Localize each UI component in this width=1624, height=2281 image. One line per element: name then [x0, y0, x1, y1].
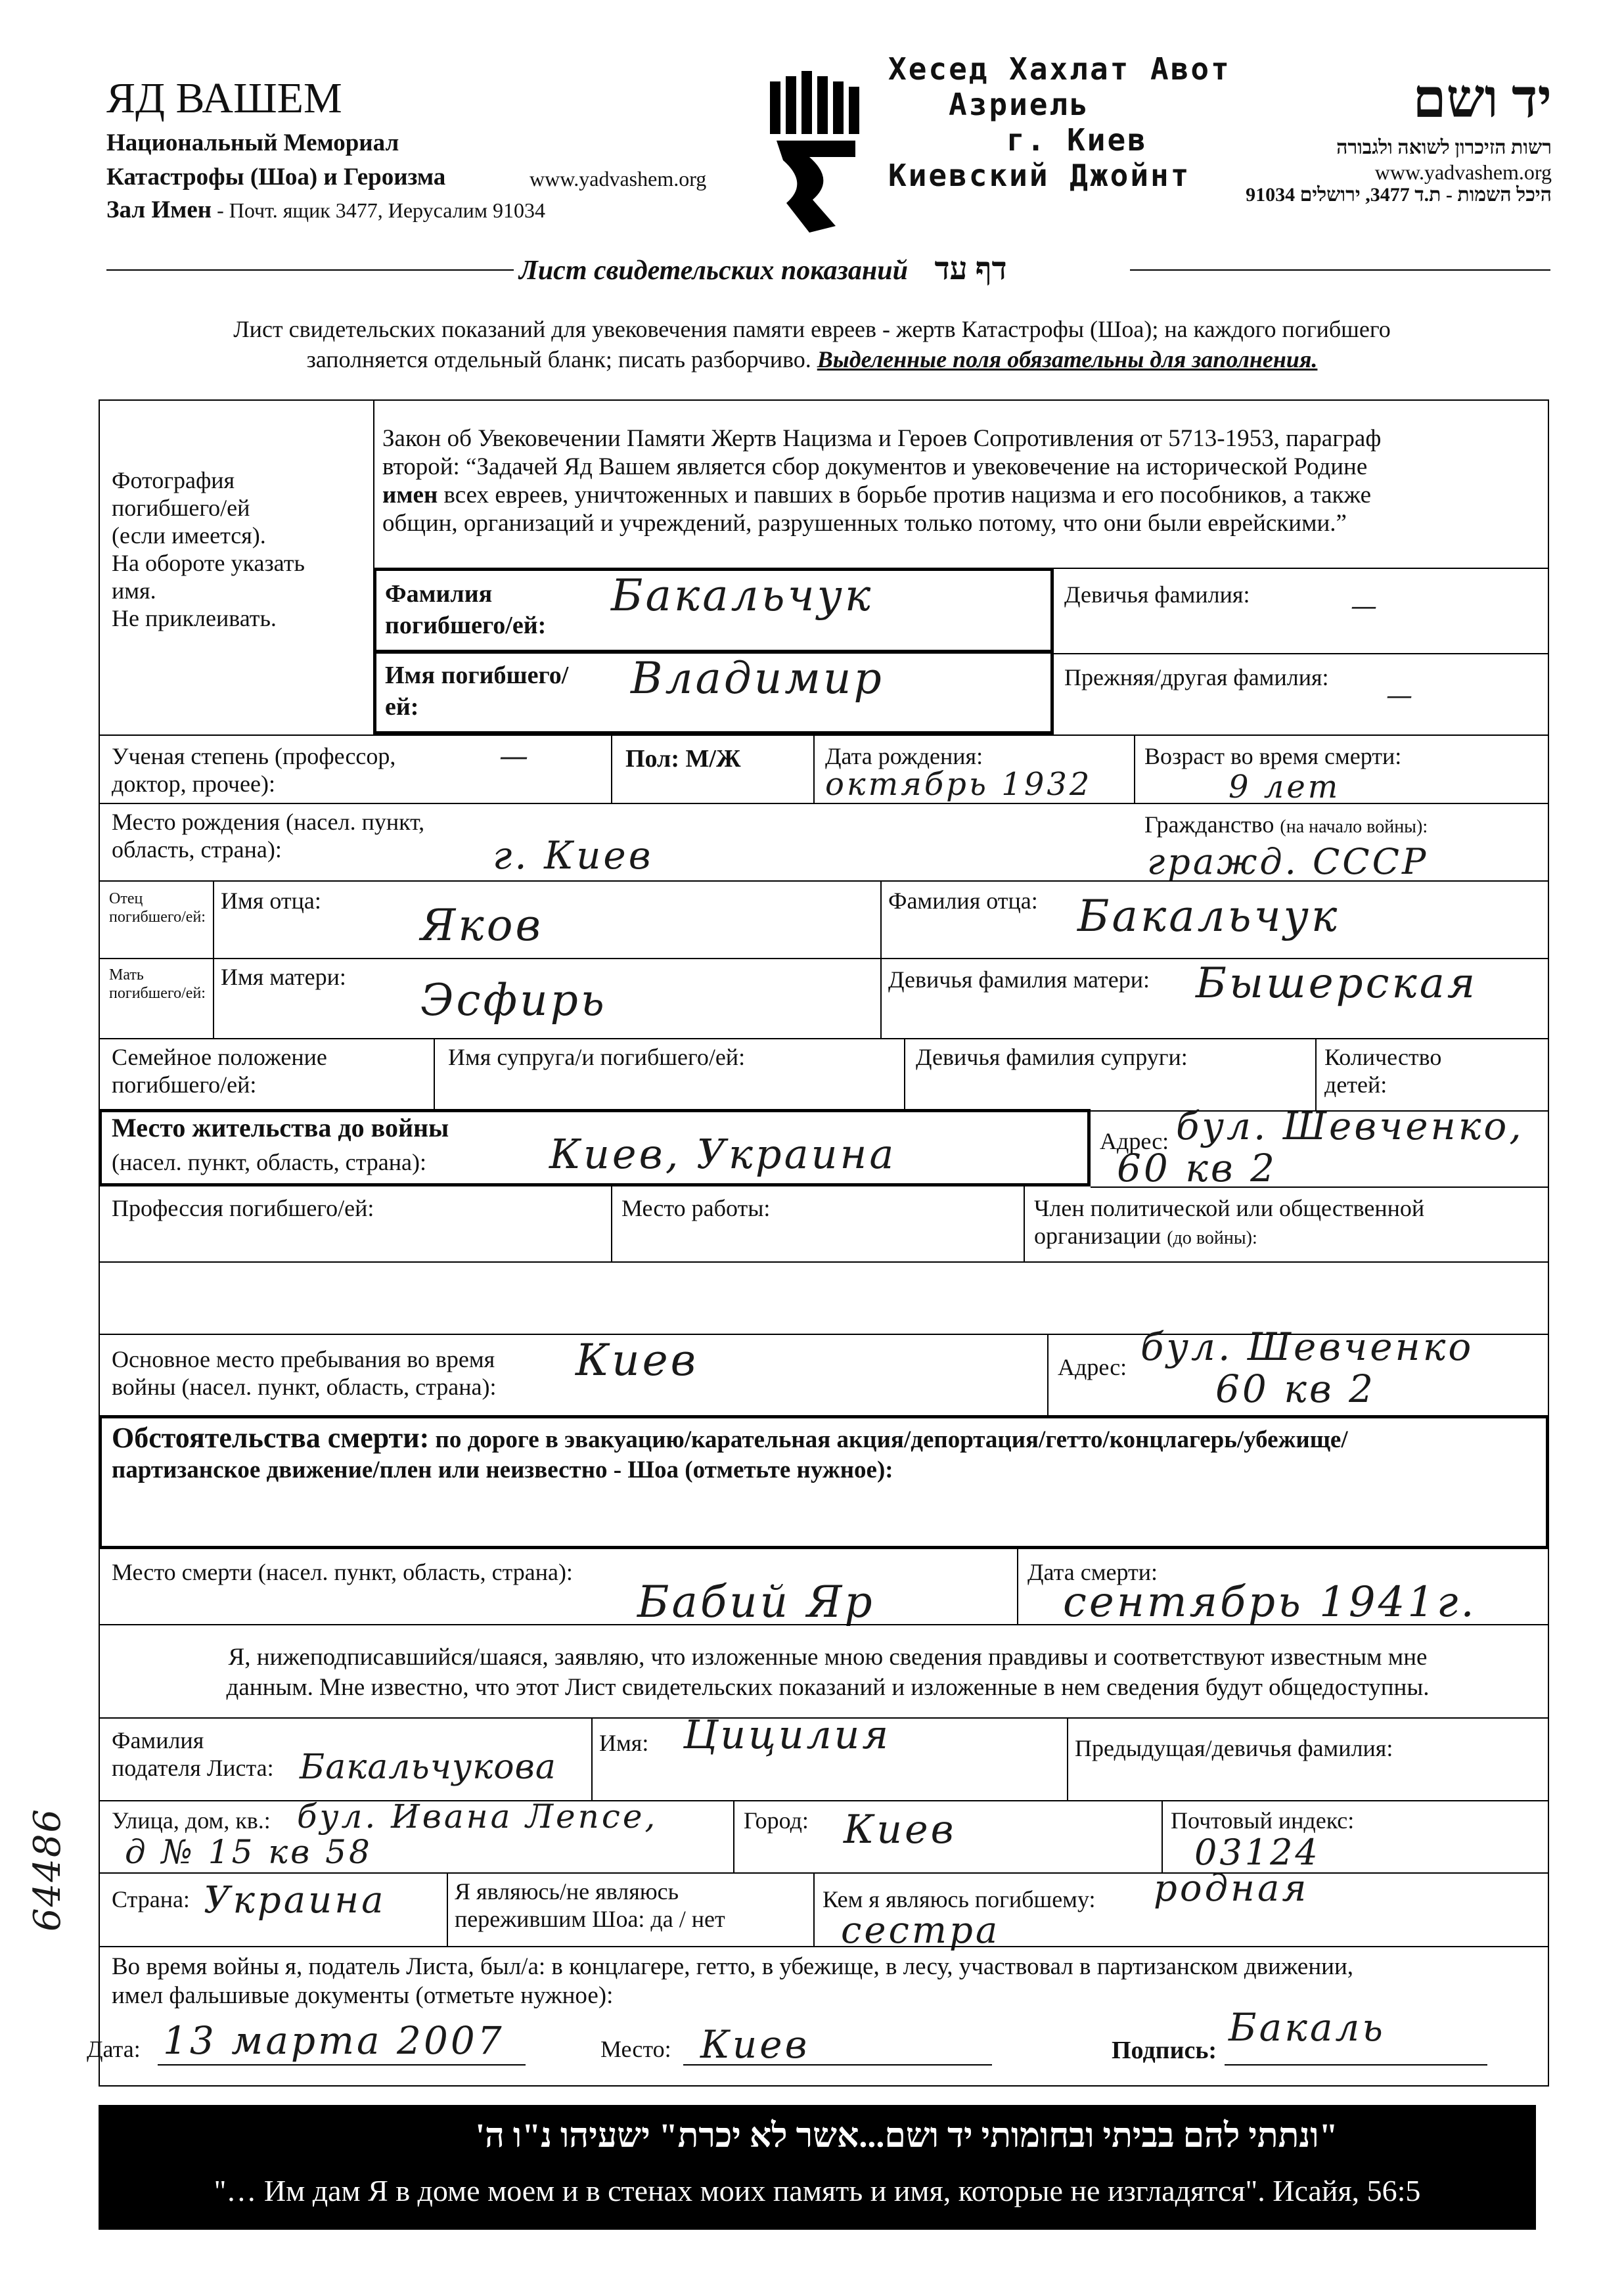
citizenship-label — [1144, 811, 1428, 841]
city-label: Город: — [744, 1807, 809, 1834]
death-place-label: Место смерти (насел. пункт, область, страна): — [112, 1559, 573, 1585]
submitter-name-label: Имя: — [599, 1730, 649, 1756]
age-value: 9 лет — [1229, 769, 1341, 805]
age-label: Возраст во время смерти: — [1144, 743, 1402, 769]
mother-maiden-value: Бышерская — [1196, 959, 1478, 1008]
website-link[interactable]: www.yadvashem.org — [530, 167, 707, 191]
row-rule — [99, 1946, 1549, 1947]
war-address-line-2: 60 кв 2 — [1215, 1366, 1376, 1411]
member-label-line: Член политической или общественной — [1034, 1195, 1425, 1221]
firstname-label: Имя погибшего/ей: — [385, 662, 569, 721]
residence-label: Место жительства до войны — [112, 1113, 449, 1142]
photo-text: Фотография — [112, 467, 235, 493]
date-underline — [158, 2064, 526, 2066]
street-label: Улица, дом, кв.: — [112, 1807, 271, 1834]
maiden-label: Девичья фамилия: — [1064, 581, 1250, 608]
war-place-line: Основное место пребывания во время — [112, 1346, 495, 1372]
photo-text: Не приклеивать. — [112, 605, 277, 631]
profession-label: Профессия погибшего/ей: — [112, 1195, 374, 1221]
surname-value: Бакальчук — [611, 570, 874, 621]
citizenship-note: (на начало войны): — [1280, 817, 1428, 837]
residence-address-line-2: 60 кв 2 — [1117, 1146, 1277, 1190]
col-rule — [447, 1872, 448, 1946]
col-rule — [1067, 1717, 1068, 1800]
stamp-line: Хесед Хахлат Авот — [888, 51, 1231, 87]
birthplace-value: г. Киев — [493, 833, 654, 878]
hall-address-text: - Почт. ящик 3477, Иерусалим 91034 — [212, 198, 546, 222]
org-subtitle: Национальный Мемориал — [106, 129, 399, 156]
col-rule — [1315, 1038, 1317, 1110]
declaration-line: Я, нижеподписавшийся/шаяся, заявляю, что изложенные мною сведения правдивы и соответствуют известным мне — [228, 1644, 1428, 1671]
col-rule — [1024, 1186, 1025, 1261]
col-rule — [813, 734, 815, 803]
org-subtitle-2: Катастрофы (Шоа) и Героизма — [106, 164, 446, 191]
photo-text: имя. — [112, 577, 156, 604]
spouse-maiden-label: Девичья фамилия супруги: — [916, 1044, 1188, 1070]
row-rule — [99, 1261, 1549, 1263]
survivor-label — [455, 1878, 725, 1933]
workplace-label: Место работы: — [621, 1195, 771, 1221]
col-rule — [1162, 1800, 1163, 1872]
org-name-hebrew: יד ושם — [1412, 69, 1552, 129]
father-surname-value: Бакальчук — [1077, 891, 1340, 941]
col-rule — [611, 1186, 612, 1261]
member-label-text: организации — [1034, 1223, 1162, 1249]
citizenship-label-text: Гражданство — [1144, 811, 1274, 838]
place-value: Киев — [700, 2022, 810, 2067]
row-rule — [99, 1624, 1549, 1625]
photo-text: погибшего/ей — [112, 495, 250, 521]
birth-date-label: Дата рождения: — [825, 743, 983, 769]
degree-value: — — [499, 740, 531, 773]
org-name: ЯД ВАШЕМ — [106, 74, 342, 122]
col-rule — [1047, 1334, 1049, 1415]
declaration-text — [112, 1642, 1544, 1703]
circumstances-line — [112, 1423, 1544, 1455]
other-surname-label: Прежняя/другая фамилия: — [1064, 664, 1329, 690]
photo-text: (если имеется). — [112, 522, 266, 549]
organization-stamp — [888, 51, 1256, 209]
photo-text: На обороте указать — [112, 550, 305, 576]
mother-caption: Мать погибшего/ей: — [109, 966, 206, 1002]
birthplace-label: Место рождения (насел. пункт, область, страна): — [112, 809, 425, 863]
stamp-line: Азриель — [949, 87, 1090, 122]
margin-number: 64486 — [26, 1807, 69, 1931]
death-date-value: сентябрь 1941г. — [1063, 1578, 1477, 1627]
zip-value: 03124 — [1194, 1832, 1320, 1873]
member-label-line-2 — [1034, 1222, 1546, 1252]
wartime-text — [112, 1953, 1544, 2010]
org-subtitle-hebrew: רשות הזיכרון לשואה ולגבורה — [1336, 137, 1552, 158]
row-rule — [99, 803, 1549, 804]
law-line-3: всех евреев, уничтоженных и павших в борьбе против нацизма и его пособников, а также — [438, 482, 1371, 508]
quote-hebrew: "ונתתי להם בביתי ובחומותי יד ושם...אשר לא יכרת" ישעיהו נ"ו ה' — [475, 2117, 1338, 2155]
residence-address-label: Адрес: — [1100, 1128, 1169, 1154]
firstname-value: Владимир — [631, 653, 884, 704]
row-rule — [1051, 568, 1549, 569]
war-place-line-2: войны (насел. пункт, область, страна): — [112, 1374, 497, 1400]
member-label — [1034, 1194, 1546, 1252]
form-title-he: דף עד — [934, 252, 1007, 286]
city-value: Киев — [844, 1807, 957, 1853]
wartime-line: Во время войны я, податель Листа, был/а: в концлагере, гетто, в убежище, в лесу, участвовал в партизанском движении, — [112, 1953, 1353, 1980]
intro-required-note: Выделенные поля обязательны для заполнения. — [817, 346, 1318, 373]
war-address-label: Адрес: — [1058, 1354, 1127, 1380]
photo-box — [112, 466, 361, 632]
quote-russian: "… Им дам Я в доме моем и в стенах моих память и имя, которые не изгладятся". Исайя, 56:5 — [214, 2174, 1421, 2207]
col-rule — [213, 880, 214, 1038]
war-place-value: Киев — [575, 1335, 699, 1386]
intro-line-2 — [72, 344, 1552, 374]
col-rule — [904, 1038, 905, 1110]
signature-label: Подпись: — [1112, 2037, 1217, 2064]
col-rule — [880, 880, 882, 1038]
law-text — [382, 424, 1545, 537]
children-label: Количество детей: — [1324, 1044, 1442, 1098]
submitter-surname-value: Бакальчукова — [300, 1748, 556, 1787]
declaration-line-2: данным. Мне известно, что этот Лист свидетельских показаний и изложенные в нем сведения будут общедоступны. — [226, 1674, 1430, 1701]
title-rule-left — [106, 269, 514, 271]
submitter-prev-label: Предыдущая/девичья фамилия: — [1075, 1735, 1393, 1761]
law-line: второй: “Задачей Яд Вашем является сбор документов и увековечение на исторической Родине — [382, 453, 1368, 480]
war-place-label — [112, 1345, 497, 1401]
father-name-value: Яков — [420, 900, 543, 951]
place-label: Место: — [600, 2036, 671, 2062]
col-rule — [1134, 734, 1135, 803]
circumstances-options: по дороге в эвакуацию/карательная акция/депортация/гетто/концлагерь/убежище/ — [429, 1426, 1348, 1453]
country-label: Страна: — [112, 1886, 190, 1912]
date-label: Дата: — [87, 2036, 141, 2062]
spouse-name-label: Имя супруга/и погибшего/ей: — [448, 1044, 746, 1070]
mother-name-label: Имя матери: — [221, 964, 346, 990]
intro-line-2-text: заполняется отдельный бланк; писать разборчиво. — [306, 346, 811, 373]
signature-value: Бакаль — [1229, 2005, 1386, 2050]
death-date-label: Дата смерти: — [1027, 1559, 1158, 1585]
marital-label: Семейное положение погибшего/ей: — [112, 1044, 327, 1098]
title-rule-right — [1130, 269, 1550, 271]
yad-vashem-logo — [763, 68, 868, 239]
submitter-surname-label — [112, 1727, 274, 1782]
sex-label: Пол: М/Ж — [625, 745, 741, 773]
maiden-value: — — [1351, 591, 1380, 621]
mother-maiden-label: Девичья фамилия матери: — [888, 966, 1150, 993]
intro-text — [72, 314, 1552, 374]
col-rule — [813, 1872, 815, 1946]
submitter-surname-line: Фамилия — [112, 1727, 204, 1753]
hall-label: Зал Имен — [106, 196, 212, 223]
law-line: общин, организаций и учреждений, разрушенных только потому, что они были еврейскими.” — [382, 510, 1347, 537]
birth-date-value: октябрь 1932 — [825, 766, 1093, 803]
form-title — [519, 251, 1007, 287]
country-value: Украина — [204, 1879, 386, 1922]
stamp-line: Киевский Джойнт — [888, 158, 1191, 193]
law-line: Закон об Увековечении Памяти Жертв Нацизма и Героев Сопротивления от 5713-1953, параграф — [382, 425, 1382, 452]
law-line — [382, 481, 1545, 509]
zip-label: Почтовый индекс: — [1171, 1807, 1355, 1834]
street-value-line: бул. Ивана Лепсе, — [297, 1797, 658, 1836]
relation-label: Кем я являюсь погибшему: — [823, 1886, 1096, 1912]
quote-banner — [99, 2105, 1536, 2230]
member-note: (до войны): — [1167, 1228, 1257, 1248]
relation-value-line-2: сестра — [841, 1909, 1001, 1952]
law-bold-word: имен — [382, 482, 438, 508]
form-title-ru: Лист свидетельских показаний — [519, 256, 908, 286]
col-rule — [1017, 1549, 1018, 1624]
row-rule — [99, 1038, 1549, 1039]
row-rule — [1051, 653, 1549, 654]
surname-label: Фамилия погибшего/ей: — [385, 580, 547, 639]
row-rule — [99, 1872, 1549, 1874]
relation-value-line: родная — [1154, 1867, 1309, 1910]
citizenship-value: гражд. СССР — [1147, 841, 1429, 882]
col-rule — [591, 1717, 593, 1800]
other-surname-value: — — [1386, 681, 1415, 711]
father-name-label: Имя отца: — [221, 888, 321, 914]
submitter-surname-line-2: подателя Листа: — [112, 1755, 274, 1781]
war-address-line: бул. Шевченко — [1140, 1324, 1474, 1369]
circumstances-line-2: партизанское движение/плен или неизвестно - Шоа (отметьте нужное): — [112, 1457, 893, 1483]
col-rule — [434, 1038, 435, 1110]
col-rule — [733, 1800, 734, 1872]
row-rule — [99, 880, 1549, 882]
signature-underline — [1225, 2064, 1487, 2066]
degree-label: Ученая степень (профессор, доктор, прочее): — [112, 743, 396, 797]
intro-line: Лист свидетельских показаний для увековечения памяти евреев - жертв Катастрофы (Шоа); на каждого погибшего — [233, 316, 1391, 342]
hall-address-hebrew: היכל השמות - ת.ד 3477, ירושלים 91034 — [1246, 184, 1552, 206]
row-rule — [1091, 1186, 1549, 1188]
residence-sub: (насел. пункт, область, страна): — [112, 1149, 427, 1175]
survivor-line: Я являюсь/не являюсь — [455, 1878, 679, 1905]
hall-address — [106, 196, 545, 224]
street-value-line-2: д № 15 кв 58 — [125, 1833, 372, 1871]
circumstances-text — [112, 1423, 1544, 1485]
wartime-line-2: имел фальшивые документы (отметьте нужное): — [112, 1982, 614, 2009]
survivor-line-2: пережившим Шоа: да / нет — [455, 1906, 725, 1932]
row-rule — [99, 734, 1549, 736]
father-caption: Отец погибшего/ей: — [109, 890, 206, 926]
death-place-value: Бабий Яр — [637, 1577, 875, 1627]
submitter-name-value: Цицилия — [683, 1712, 891, 1758]
date-value: 13 марта 2007 — [163, 2018, 505, 2063]
stamp-line: г. Киев — [1006, 122, 1148, 158]
residence-value: Киев, Украина — [549, 1130, 897, 1178]
circumstances-label: Обстоятельства смерти: — [112, 1422, 430, 1454]
website-link-right[interactable]: www.yadvashem.org — [1374, 160, 1552, 184]
col-rule — [611, 734, 612, 803]
mother-name-value: Эсфирь — [420, 975, 607, 1026]
father-surname-label: Фамилия отца: — [888, 888, 1038, 914]
residence-address-line: бул. Шевченко, — [1176, 1104, 1524, 1148]
